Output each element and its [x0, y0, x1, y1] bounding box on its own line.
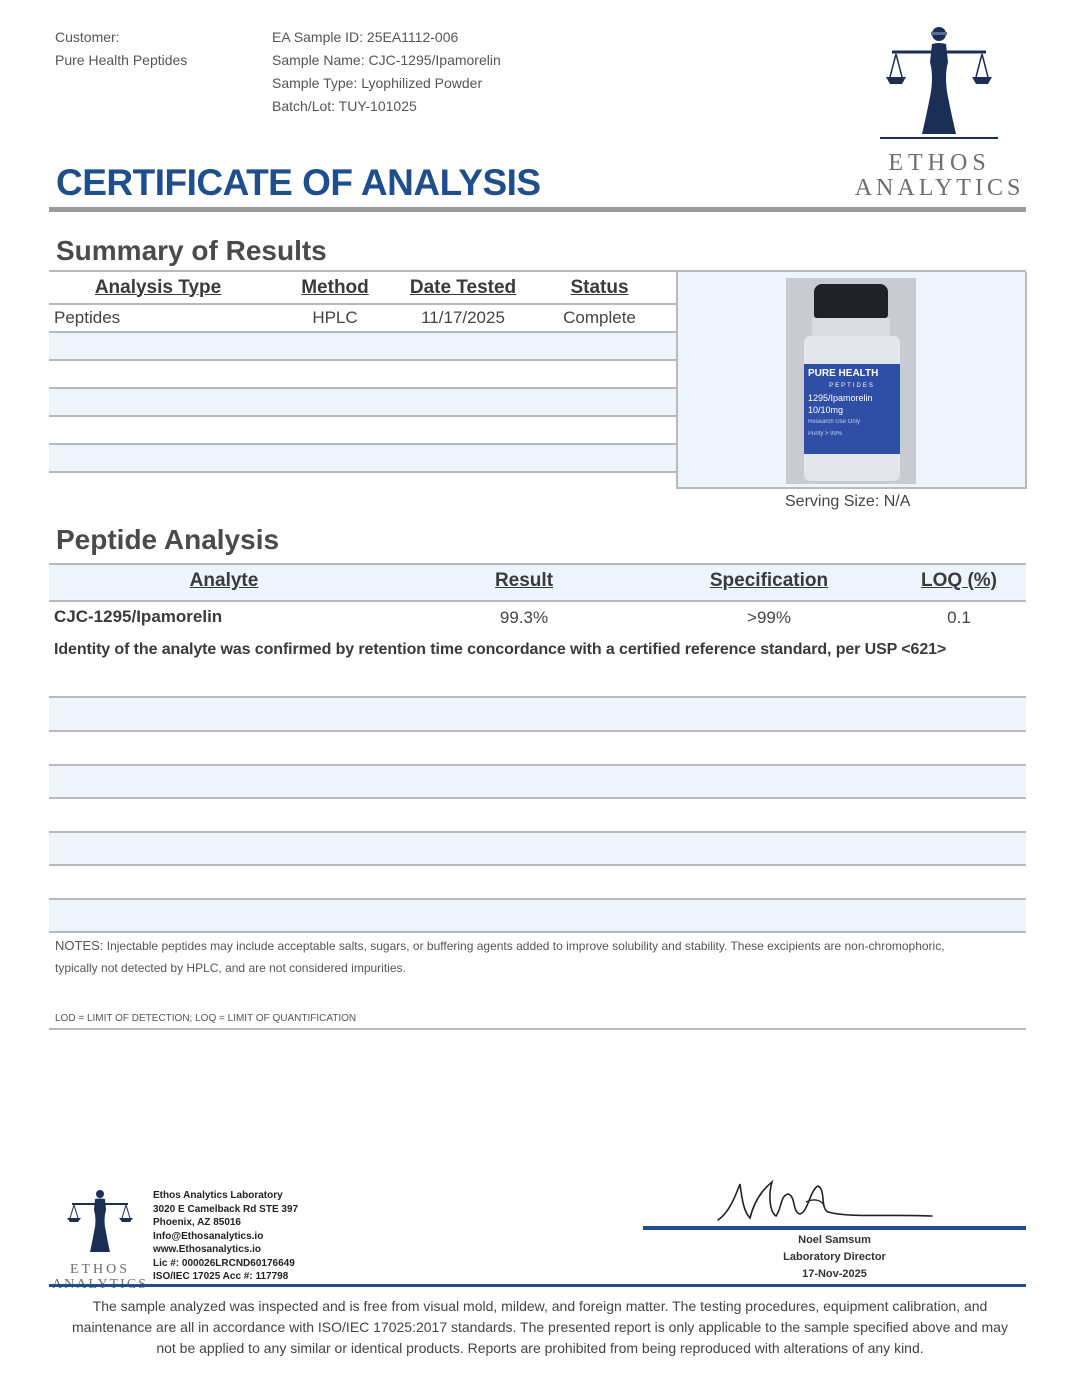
footer-divider	[49, 1284, 1026, 1287]
disclaimer-line-3: not be applied to any similar or identical products. Reports are prohibited from being reproduced with alterations of any kind.	[156, 1340, 924, 1356]
signature-line	[643, 1226, 1026, 1230]
table-row	[49, 332, 676, 360]
customer-name: Pure Health Peptides	[55, 52, 188, 68]
peptide-header-row	[49, 563, 1026, 602]
peptide-cell-spec: >99%	[747, 608, 791, 627]
peptide-col-specification: Specification	[709, 570, 829, 591]
lab-email[interactable]: Info@Ethosanalytics.io	[153, 1230, 264, 1242]
vial-label	[804, 364, 900, 454]
customer-label: Customer:	[55, 29, 120, 45]
lab-contact-block	[153, 1189, 298, 1284]
identity-note: Identity of the analyte was confirmed by retention time concordance with a certified reference standard, per USP <621>	[54, 641, 947, 658]
batch-lot: Batch/Lot: TUY-101025	[272, 98, 417, 114]
table-row	[49, 444, 676, 472]
vial-neck	[812, 318, 890, 336]
summary-col-status: Status	[523, 272, 676, 304]
peptide-cell-loq: 0.1	[947, 608, 971, 627]
table-row	[49, 732, 1026, 766]
notes-label: NOTES:	[55, 938, 104, 953]
vial-cap	[814, 284, 888, 318]
peptide-col-analyte: Analyte	[189, 570, 259, 591]
notes-text-2: typically not detected by HPLC, and are not considered impurities.	[55, 961, 406, 975]
lab-name: Ethos Analytics Laboratory	[153, 1190, 283, 1201]
table-row	[49, 833, 1026, 866]
table-row	[49, 388, 676, 416]
disclaimer	[40, 1296, 1040, 1359]
summary-cell-date: 11/17/2025	[403, 304, 523, 332]
peptide-heading: Peptide Analysis	[56, 524, 280, 555]
vial-label-sub: PEPTIDES	[829, 383, 875, 389]
table-row	[49, 600, 1026, 632]
sample-type: Sample Type: Lyophilized Powder	[272, 75, 483, 91]
summary-col-analysis-type: Analysis Type	[49, 272, 267, 304]
footer-logo	[50, 1188, 150, 1292]
customer-block	[55, 26, 187, 72]
table-row	[49, 766, 1026, 799]
disclaimer-line-1: The sample analyzed was inspected and is free from visual mold, mildew, and foreign matter. The testing procedures, equipment calibration, and	[92, 1298, 988, 1314]
summary-heading: Summary of Results	[56, 235, 327, 266]
vial-label-dose: 10/10mg	[808, 405, 844, 415]
summary-col-method: Method	[267, 272, 403, 304]
vial-label-brand: PURE HEALTH	[808, 368, 879, 379]
sample-info-block	[272, 26, 501, 118]
peptide-col-result: Result	[494, 570, 554, 591]
peptide-cell-result: 99.3%	[499, 608, 549, 627]
table-row	[49, 799, 1026, 833]
lab-license: Lic #: 000026LRCND60176649	[153, 1257, 295, 1269]
lab-address-2: Phoenix, AZ 85016	[153, 1217, 241, 1228]
product-image-panel	[676, 272, 1027, 489]
table-row	[49, 698, 1026, 732]
sign-date: 17-Nov-2025	[802, 1268, 867, 1280]
signer-title: Laboratory Director	[783, 1251, 886, 1263]
peptide-cell-analyte: CJC-1295/Ipamorelin	[54, 607, 223, 626]
lab-website[interactable]: www.Ethosanalytics.io	[153, 1244, 261, 1255]
scales-of-justice-figure-icon	[50, 1188, 150, 1258]
summary-cell-status: Complete	[523, 304, 676, 332]
table-row	[49, 360, 676, 388]
table-row	[49, 900, 1026, 933]
table-row	[49, 416, 676, 444]
peptide-col-loq: LOQ (%)	[921, 570, 997, 591]
table-row	[49, 664, 1026, 698]
director-signature	[710, 1172, 950, 1230]
signer-block	[643, 1232, 1026, 1283]
summary-panel	[49, 270, 1026, 490]
sample-id: EA Sample ID: 25EA1112-006	[272, 29, 459, 45]
notes-divider	[49, 1028, 1026, 1030]
vial-label-name: 1295/Ipamorelin	[808, 393, 873, 403]
abbreviations: LOD = LIMIT OF DETECTION; LOQ = LIMIT OF QUANTIFICATION	[55, 1013, 357, 1024]
notes-text-1: Injectable peptides may include acceptable salts, sugars, or buffering agents added to improve solubility and stability. These excipients are non-chromophoric,	[103, 939, 945, 953]
lab-iso: ISO/IEC 17025 Acc #: 117798	[153, 1271, 289, 1282]
signer-name: Noel Samsum	[798, 1234, 871, 1246]
document-title: CERTIFICATE OF ANALYSIS	[56, 162, 541, 203]
summary-cell-type: Peptides	[49, 304, 267, 332]
footer-logo-ethos: ETHOS	[69, 1262, 131, 1277]
ethos-logo	[852, 22, 1027, 201]
sample-name: Sample Name: CJC-1295/Ipamorelin	[272, 52, 501, 68]
vial-label-purity: Purity > 99%	[808, 431, 843, 437]
disclaimer-line-2: maintenance are all in accordance with ISO/IEC 17025:2017 standards. The presented report is only applicable to the sample specified above and may	[72, 1319, 1008, 1335]
vial-label-note: Research Use Only	[808, 419, 861, 425]
logo-word-analytics: ANALYTICS	[854, 175, 1025, 201]
logo-word-ethos: ETHOS	[888, 150, 991, 176]
serving-size: Serving Size: N/A	[785, 493, 911, 510]
table-row	[49, 304, 676, 332]
scales-of-justice-figure-icon	[852, 22, 1027, 142]
summary-col-date-tested: Date Tested	[403, 272, 523, 304]
notes-block	[55, 935, 1030, 979]
table-row	[49, 866, 1026, 900]
summary-cell-method: HPLC	[267, 304, 403, 332]
lab-address-1: 3020 E Camelback Rd STE 397	[153, 1203, 299, 1215]
title-divider	[49, 207, 1026, 212]
summary-table	[49, 272, 676, 473]
product-vial-image	[786, 278, 916, 484]
